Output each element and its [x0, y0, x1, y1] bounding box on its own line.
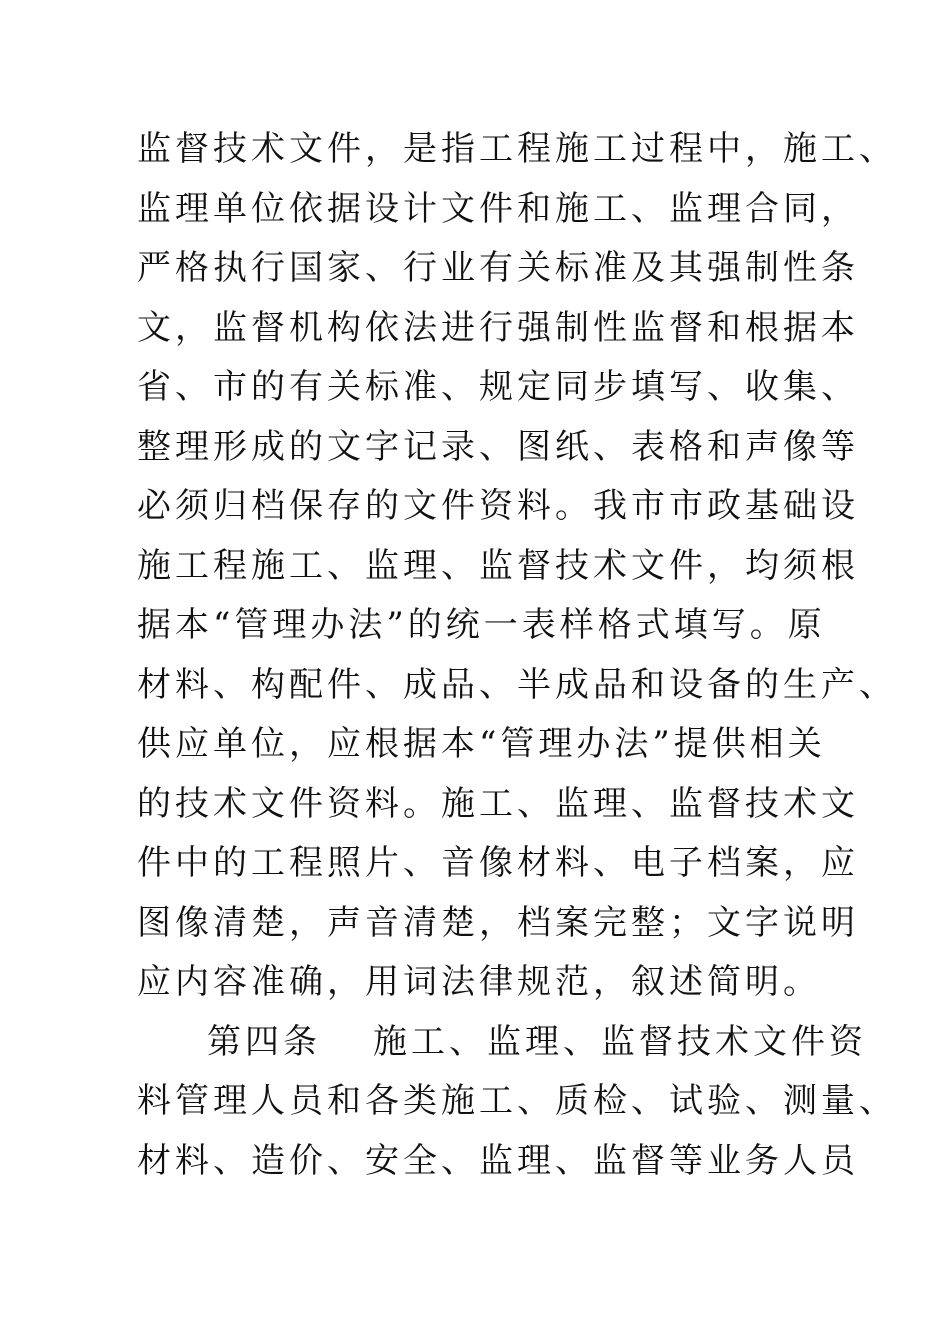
text-line: 施工程施工、监理、监督技术文件，均须根: [137, 545, 859, 586]
text-line: 材料、造价、安全、监理、监督等业务人员: [137, 1140, 859, 1181]
text-line: 整理形成的文字记录、图纸、表格和声像等: [137, 426, 859, 467]
text-line: 监理单位依据设计文件和施工、监理合同，: [137, 188, 859, 229]
text-line: 据本“管理办法”的统一表样格式填写。原: [137, 605, 826, 645]
article-label: 第四条: [207, 1021, 321, 1062]
text-line: 必须归档保存的文件资料。我市市政基础设: [137, 486, 859, 526]
text-line: 料管理人员和各类施工、质检、试验、测量、: [137, 1081, 897, 1121]
text-line: 应内容准确，用词法律规范，叙述简明。: [137, 962, 821, 1002]
text-line: 省、市的有关标准、规定同步填写、收集、: [137, 367, 859, 407]
article-text: 施工、监理、监督技术文件资: [373, 1021, 867, 1062]
document-body: [137, 120, 937, 1191]
text-line: 图像清楚，声音清楚，档案完整；文字说明: [137, 902, 859, 943]
text-line: 严格执行国家、行业有关标准及其强制性条: [137, 248, 859, 288]
text-line: 材料、构配件、成品、半成品和设备的生产、: [137, 664, 897, 705]
text-line: 监督技术文件，是指工程施工过程中，施工、: [137, 129, 897, 169]
text-line: 的技术文件资料。施工、监理、监督技术文: [137, 783, 859, 824]
text-line: 供应单位，应根据本“管理办法”提供相关: [137, 724, 826, 764]
text-line: 文，监督机构依法进行强制性监督和根据本: [137, 307, 859, 348]
text-line: 件中的工程照片、音像材料、电子档案，应: [137, 843, 859, 883]
article-four-first-line: [137, 1013, 937, 1073]
